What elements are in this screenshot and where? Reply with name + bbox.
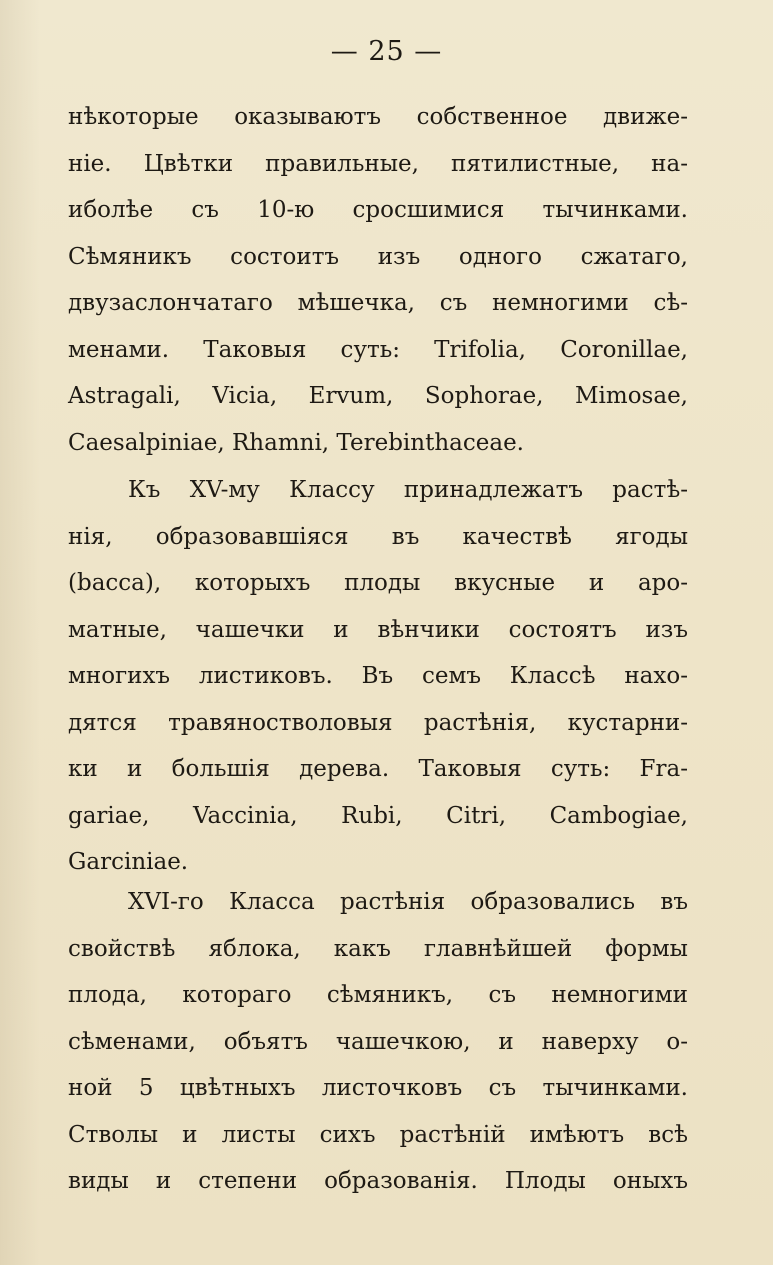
text-line: сѣменами, объятъ чашечкою, и наверху о- bbox=[68, 1028, 688, 1055]
text-line: ніе. Цвѣтки правильные, пятилистные, на- bbox=[68, 150, 688, 177]
paragraph-3 bbox=[68, 879, 688, 1205]
text-line: XVI-го Класса растѣнія образовались въ bbox=[128, 889, 688, 915]
text-line: дятся травяностволовыя растѣнія, кустарни- bbox=[68, 709, 688, 736]
text-line: нѣкоторые оказываютъ собственное движе- bbox=[68, 104, 688, 130]
text-line: Caesalpiniae, Rhamni, Terebinthaceae. bbox=[68, 429, 524, 456]
text-line: ки и большія дерева. Таковыя суть: Fra- bbox=[68, 756, 688, 782]
text-line: плода, котораго сѣмяникъ, съ немногими bbox=[68, 982, 688, 1008]
text-line: Стволы и листы сихъ растѣній имѣютъ всѣ bbox=[68, 1121, 688, 1148]
text-line: матные, чашечки и вѣнчики состоятъ изъ bbox=[68, 616, 688, 643]
text-line: менами. Таковыя суть: Trifolia, Coronillae, bbox=[68, 336, 688, 363]
text-line: (bacca), которыхъ плоды вкусные и аро- bbox=[68, 570, 688, 596]
text-line: Сѣмяникъ состоитъ изъ одного сжатаго, bbox=[68, 243, 688, 270]
text-line: ной 5 цвѣтныхъ листочковъ съ тычинками. bbox=[68, 1075, 688, 1101]
text-line: виды и степени образованія. Плоды оныхъ bbox=[68, 1168, 688, 1194]
text-line: многихъ листиковъ. Въ семъ Классѣ нахо- bbox=[68, 663, 688, 689]
text-line: Astragali, Vicia, Ervum, Sophorae, Mimosae, bbox=[68, 383, 688, 409]
text-line: gariae, Vaccinia, Rubi, Citri, Cambogiae, bbox=[68, 802, 688, 829]
paragraph-1 bbox=[68, 94, 688, 466]
paragraph-2 bbox=[68, 467, 688, 886]
text-line: свойствѣ яблока, какъ главнѣйшей формы bbox=[68, 935, 688, 962]
text-line: двузаслончатаго мѣшечка, съ немногими сѣ- bbox=[68, 290, 688, 316]
text-line: Garciniae. bbox=[68, 849, 189, 875]
page-number: — 25 — bbox=[330, 36, 443, 67]
text-line: Къ XV-му Классу принадлежатъ растѣ- bbox=[128, 477, 688, 503]
text-line: иболѣе съ 10-ю сросшимися тычинками. bbox=[68, 197, 688, 223]
text-line: нія, образовавшіяся въ качествѣ ягоды bbox=[68, 523, 688, 550]
